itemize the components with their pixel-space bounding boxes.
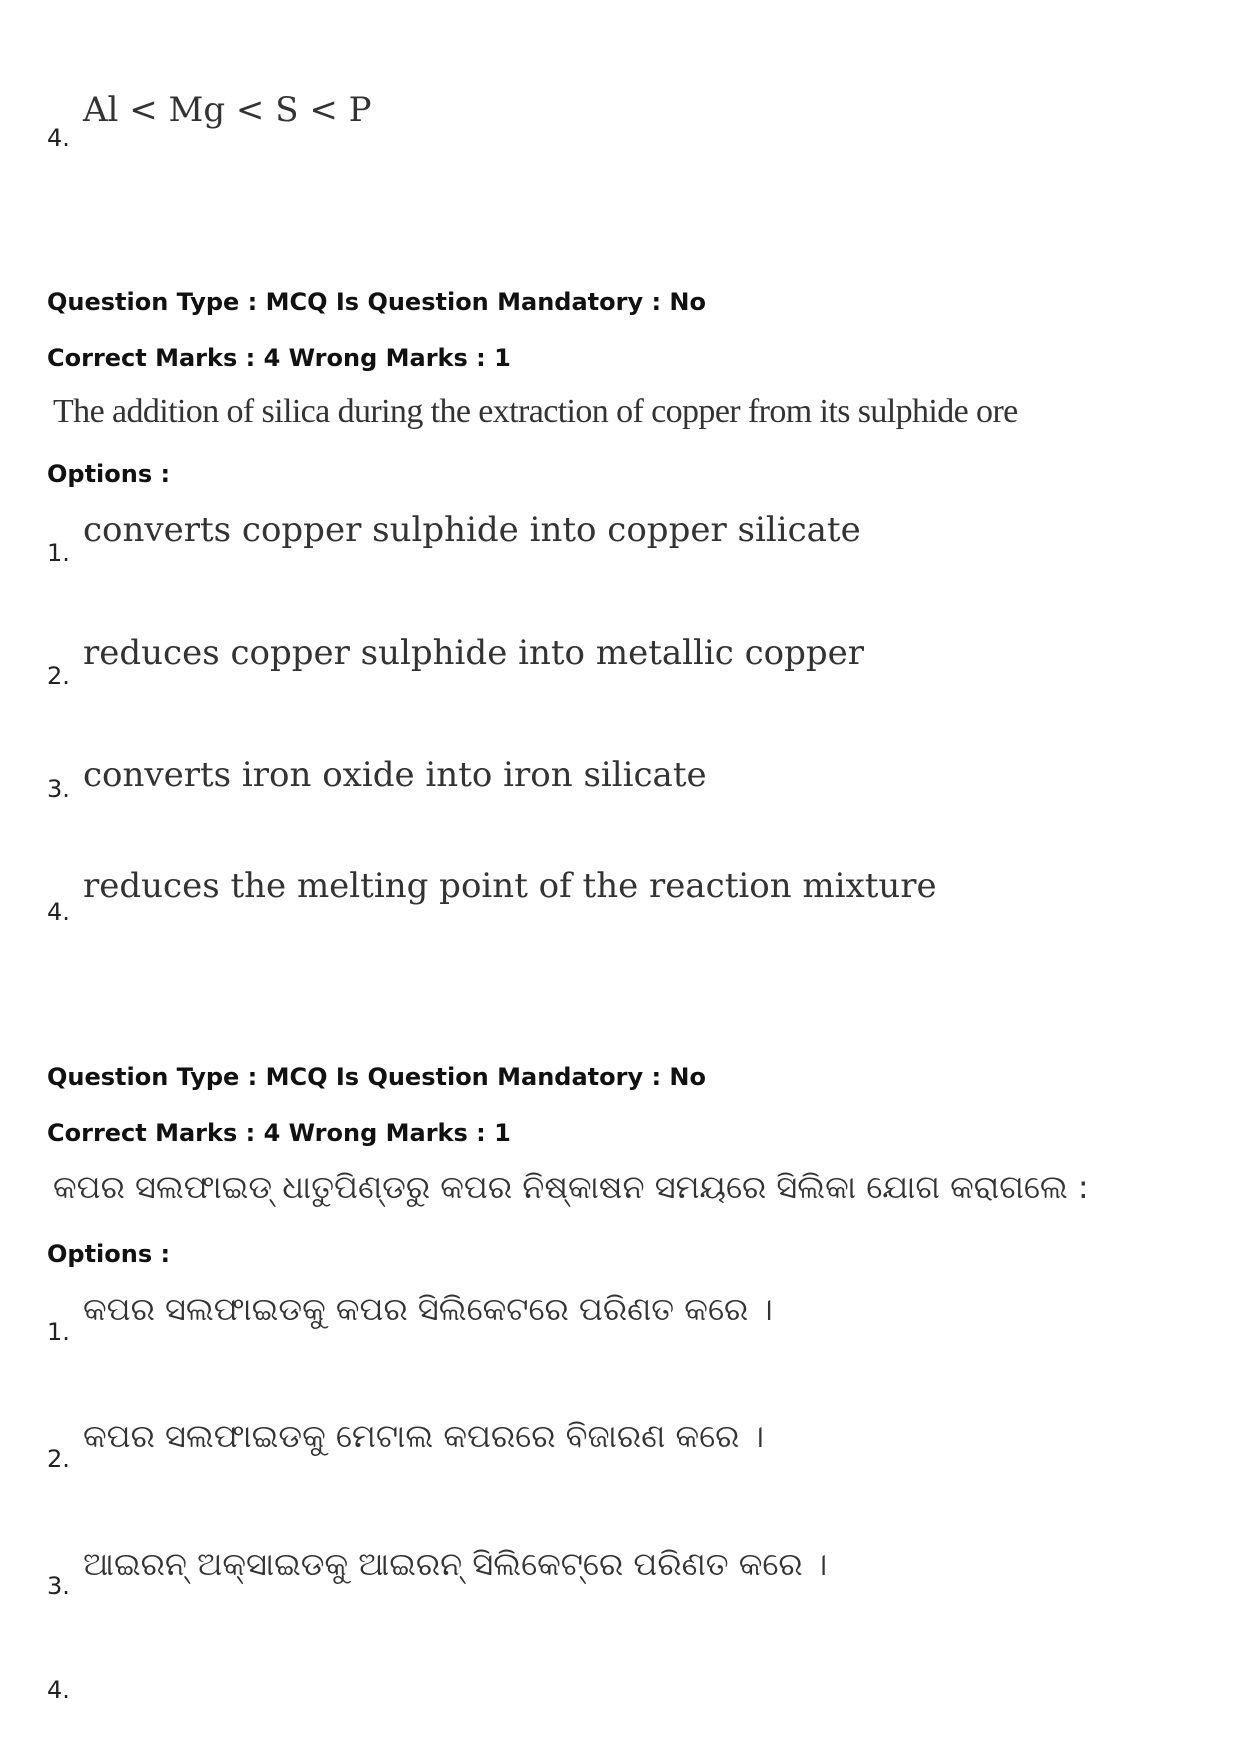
option-number: 3. <box>47 1572 70 1600</box>
question-type-line: Question Type : MCQ Is Question Mandatory : No <box>47 288 706 316</box>
options-label: Options : <box>47 1240 171 1268</box>
option-text: କପର ସଲଫାଇଡକୁ ମେଟାଲ କପରରେ ବିଜାରଣ କରେ । <box>83 1417 765 1455</box>
question-text: The addition of silica during the extraction of copper from its sulphide ore <box>53 393 1018 430</box>
question-type-line: Question Type : MCQ Is Question Mandatory : No <box>47 1063 706 1091</box>
option-number: 3. <box>47 775 70 803</box>
option-text: converts iron oxide into iron silicate <box>83 755 707 795</box>
option-number: 2. <box>47 662 70 690</box>
options-label: Options : <box>47 460 171 488</box>
option-text: ଆଇରନ୍ ଅକ୍ସାଇଡକୁ ଆଇରନ୍ ସିଲିକେଟ୍‌ରେ ପରିଣତ କରେ । <box>83 1545 828 1583</box>
option-text: Al < Mg < S < P <box>83 90 372 130</box>
option-text: reduces copper sulphide into metallic copper <box>83 633 865 673</box>
marks-line: Correct Marks : 4 Wrong Marks : 1 <box>47 344 511 372</box>
option-text: reduces the melting point of the reaction mixture <box>83 866 937 906</box>
option-number: 1. <box>47 539 70 567</box>
option-text: କପର ସଲଫାଇଡକୁ କପର ସିଲିକେଟରେ ପରିଣତ କରେ । <box>83 1290 773 1328</box>
option-number: 2. <box>47 1445 70 1473</box>
marks-line: Correct Marks : 4 Wrong Marks : 1 <box>47 1119 511 1147</box>
option-number: 4. <box>47 1676 70 1704</box>
question-text: କପର ସଲଫାଇଡ୍ ଧାତୁପିଣ୍ଡରୁ କପର ନିଷ୍କାଷନ ସମୟରେ ସିଲିକା ଯୋଗ କରାଗଲେ : <box>53 1168 1089 1206</box>
option-number: 4. <box>47 124 70 152</box>
option-number: 4. <box>47 898 70 926</box>
option-number: 1. <box>47 1318 70 1346</box>
option-text: converts copper sulphide into copper silicate <box>83 510 861 550</box>
